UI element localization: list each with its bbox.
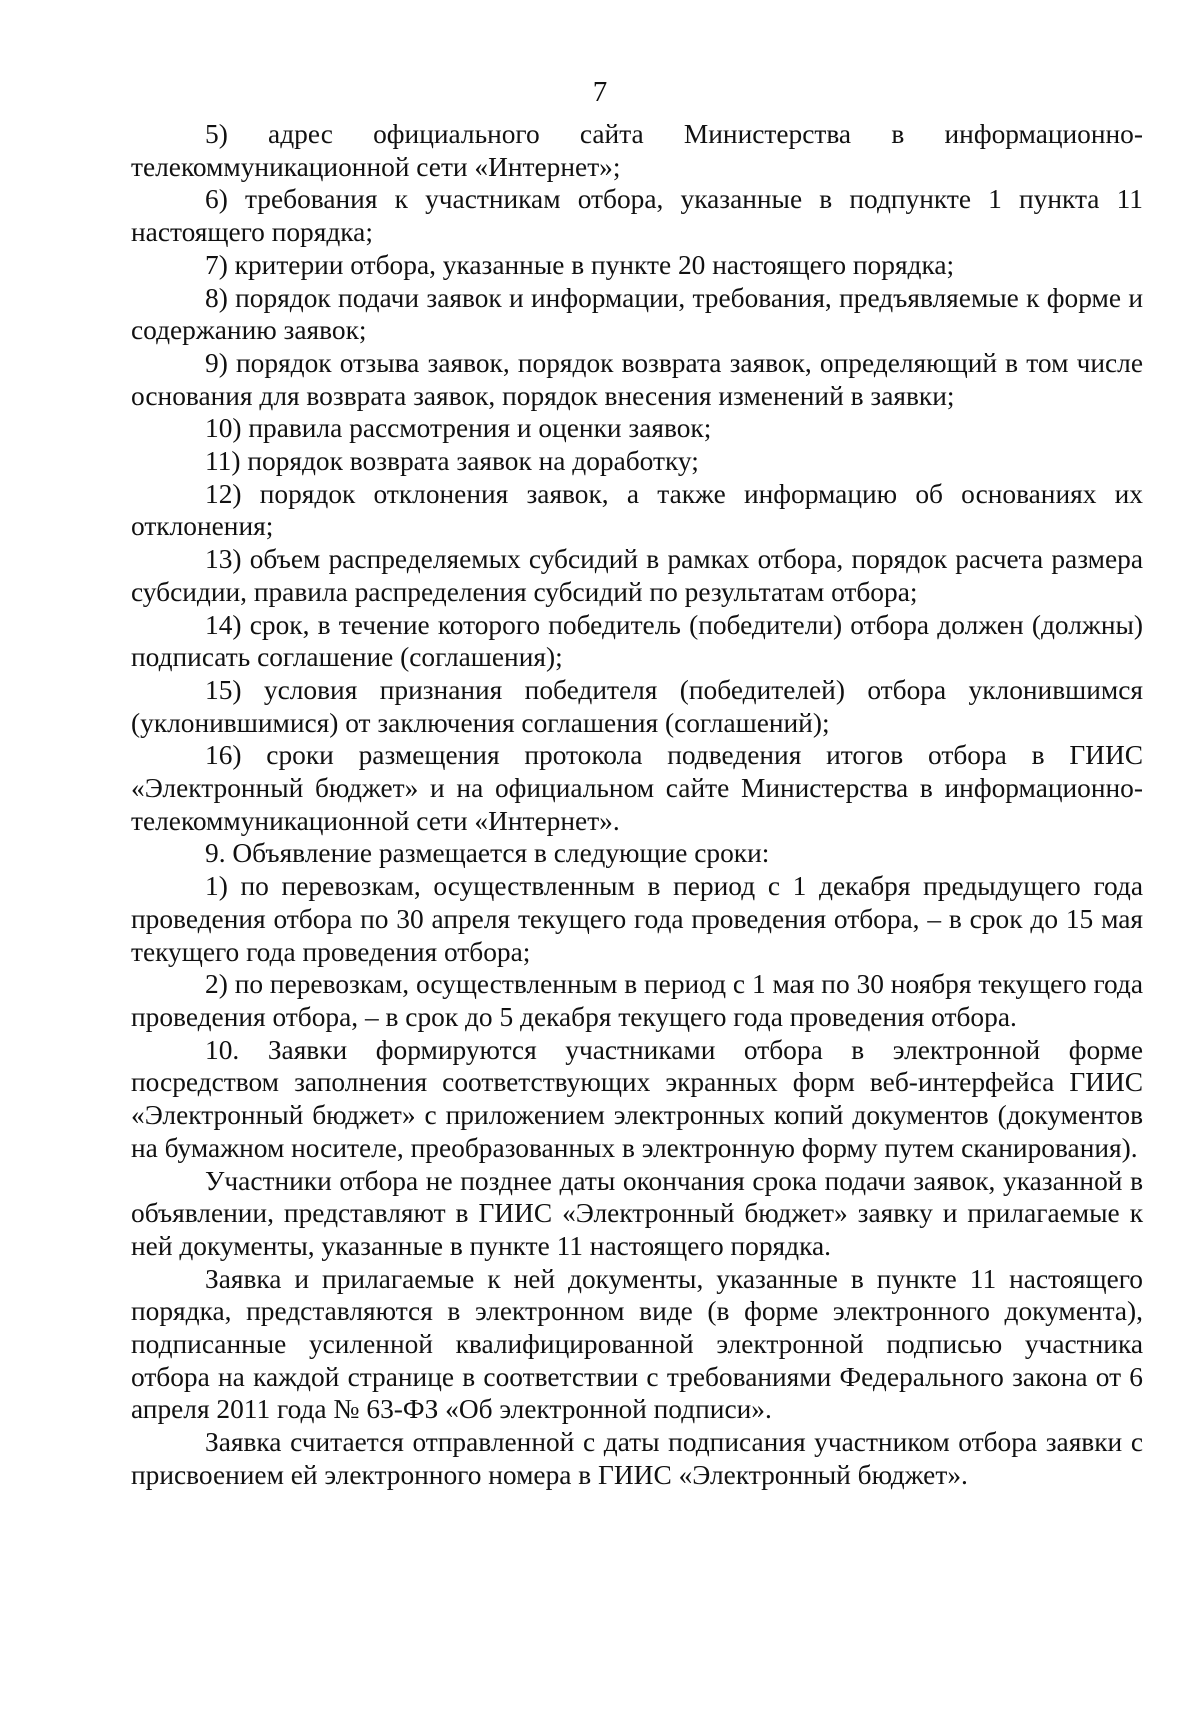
paragraph-item-5: 5) адрес официального сайта Министерства в информационно-телекоммуникационной сети «Интернет»; [131, 119, 1143, 182]
paragraph-deadline-2: 2) по перевозкам, осуществленным в период с 1 мая по 30 ноября текущего года проведения отбора, – в срок до 5 декабря текущего года проведения отбора. [131, 969, 1143, 1032]
paragraph-item-9: 9) порядок отзыва заявок, порядок возврата заявок, определяющий в том числе основания для возврата заявок, порядок внесения изменений в заявки; [131, 347, 1143, 411]
paragraph-participants: Участники отбора не позднее даты окончания срока подачи заявок, указанной в объявлении, представляют в ГИИС «Электронный бюджет» заявку и прилагаемые к ней документы, указанные в пункте 11 настоящего порядка. [131, 1165, 1143, 1261]
paragraph-section-9: 9. Объявление размещается в следующие сроки: [205, 838, 770, 869]
paragraph-item-6: 6) требования к участникам отбора, указанные в подпункте 1 пункта 11 настоящего порядка; [131, 184, 1143, 248]
paragraph-item-8: 8) порядок подачи заявок и информации, требования, предъявляемые к форме и содержанию заявок; [131, 282, 1143, 346]
paragraph-item-15: 15) условия признания победителя (победителей) отбора уклонившимся (уклонившимися) от заключения соглашения (соглашений); [131, 674, 1143, 738]
paragraph-item-13: 13) объем распределяемых субсидий в рамках отбора, порядок расчета размера субсидии, правила распределения субсидий по результатам отбора; [131, 544, 1143, 607]
paragraph-electronic-signature: Заявка и прилагаемые к ней документы, указанные в пункте 11 настоящего порядка, представляются в электронном виде (в форме электронного документа), подписанные усиленной квалифицированной электронной подписью участника отбора на каждой странице в соответствии с требованиями Федерального закона от 6 апреля 2011 года № 63-ФЗ «Об электронной подписи». [131, 1263, 1143, 1425]
paragraph-submission: Заявка считается отправленной с даты подписания участником отбора заявки с присвоением ей электронного номера в ГИИС «Электронный бюджет». [131, 1427, 1143, 1490]
page-number: 7 [592, 76, 608, 108]
paragraph-item-16: 16) сроки размещения протокола подведения итогов отбора в ГИИС «Электронный бюджет» и на официальном сайте Министерства в информационно-телекоммуникационной сети «Интернет». [131, 740, 1143, 836]
paragraph-item-12: 12) порядок отклонения заявок, а также информацию об основаниях их отклонения; [131, 478, 1143, 542]
paragraph-item-11: 11) порядок возврата заявок на доработку; [205, 446, 699, 477]
paragraph-section-10: 10. Заявки формируются участниками отбора в электронной форме посредством заполнения соответствующих экранных форм веб-интерфейса ГИИС «Электронный бюджет» с приложением электронных копий документов (документов на бумажном носителе, преобразованных в электронную форму путем сканирования). [131, 1034, 1143, 1163]
paragraph-item-10: 10) правила рассмотрения и оценки заявок; [205, 413, 712, 444]
paragraph-item-7: 7) критерии отбора, указанные в пункте 20 настоящего порядка; [205, 249, 955, 280]
paragraph-item-14: 14) срок, в течение которого победитель (победители) отбора должен (должны) подписать соглашение (соглашения); [131, 609, 1143, 673]
paragraph-deadline-1: 1) по перевозкам, осуществленным в период с 1 декабря предыдущего года проведения отбора по 30 апреля текущего года проведения отбора, – в срок до 15 мая текущего года проведения отбора; [131, 871, 1143, 967]
document-body [131, 118, 1143, 1492]
